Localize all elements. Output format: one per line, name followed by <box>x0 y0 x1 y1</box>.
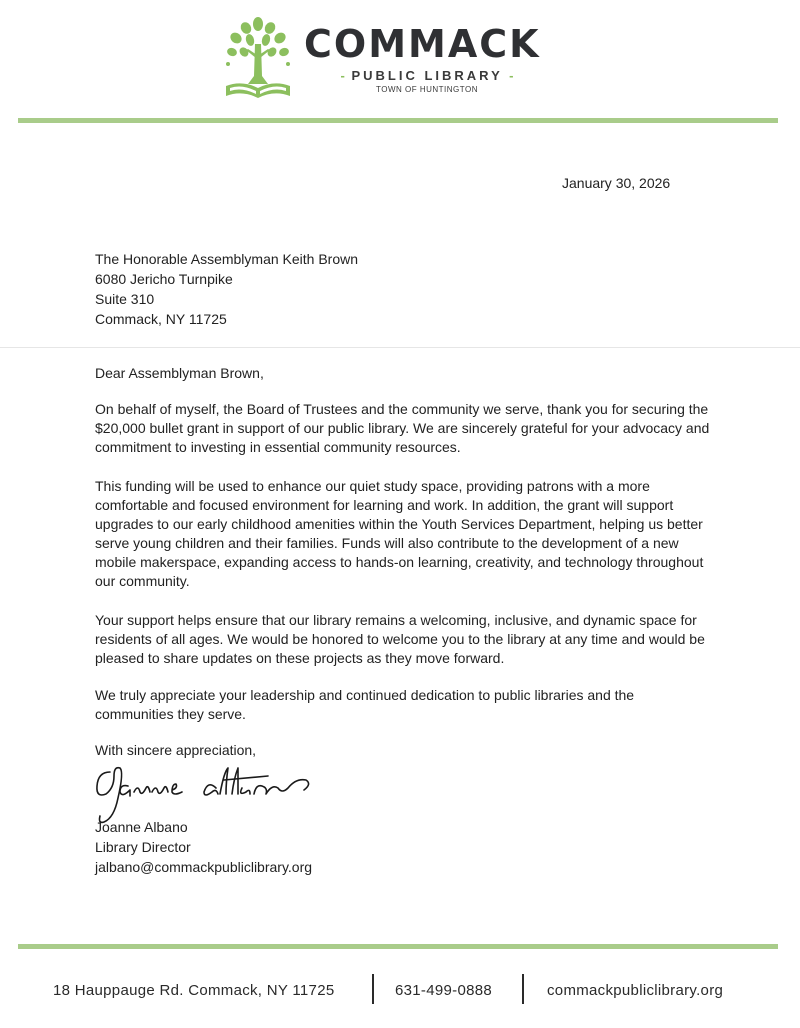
signature-block <box>95 817 312 877</box>
recipient-line: 6080 Jericho Turnpike <box>95 271 233 287</box>
dash-ornament: - <box>509 68 514 83</box>
recipient-line: The Honorable Assemblyman Keith Brown <box>95 251 359 267</box>
brand-subtitle <box>322 68 532 83</box>
recipient-line: Suite 310 <box>95 291 155 307</box>
signer-name: Joanne Albano <box>95 819 188 835</box>
body-paragraph: On behalf of myself, the Board of Trustees and the community we serve, thank you for securing the $20,000 bullet grant in support of our public library. We are sincerely grateful for your advocacy and commitment to investing in essential community resources. <box>95 401 710 455</box>
tree-book-icon <box>222 14 294 104</box>
closing: With sincere appreciation, <box>95 742 257 758</box>
footer <box>0 970 800 1010</box>
signer-title: Library Director <box>95 839 191 855</box>
brand-subtitle-text: PUBLIC LIBRARY <box>351 68 503 83</box>
footer-address: 18 Hauppauge Rd. Commack, NY 11725 <box>53 982 335 999</box>
footer-website: commackpubliclibrary.org <box>547 982 724 999</box>
bottom-divider <box>18 944 778 949</box>
dash-ornament: - <box>340 68 345 83</box>
letter-date: January 30, 2026 <box>562 175 671 191</box>
footer-separator <box>522 974 524 1004</box>
brand-name: COMMACK <box>304 22 541 66</box>
recipient-line: Commack, NY 11725 <box>95 311 227 327</box>
letterhead <box>0 0 800 130</box>
top-divider <box>18 118 778 123</box>
signer-email: jalbano@commackpubliclibrary.org <box>95 859 313 875</box>
body-paragraph: Your support helps ensure that our library remains a welcoming, inclusive, and dynamic space for residents of all ages. We would be honored to welcome you to the library at any time and would be pleased to share updates on these projects as they move forward. <box>95 612 705 666</box>
brand-town: TOWN OF HUNTINGTON <box>375 85 479 94</box>
footer-phone: 631-499-0888 <box>395 982 493 999</box>
footer-separator <box>372 974 374 1004</box>
body-paragraph: This funding will be used to enhance our quiet study space, providing patrons with a more comfortable and focused environment for learning and work. In addition, the grant will support upgrades to our early childhood amenities within the Youth Services Department, helping us better serve young children and their families. Funds will also contribute to the development of a new mobile makerspace, expanding access to hands-on learning, creativity, and technology throughout our community. <box>95 478 704 589</box>
body-paragraph: We truly appreciate your leadership and continued dedication to public libraries and the communities they serve. <box>95 687 635 722</box>
salutation: Dear Assemblyman Brown, <box>95 365 264 381</box>
recipient-address <box>95 249 358 329</box>
